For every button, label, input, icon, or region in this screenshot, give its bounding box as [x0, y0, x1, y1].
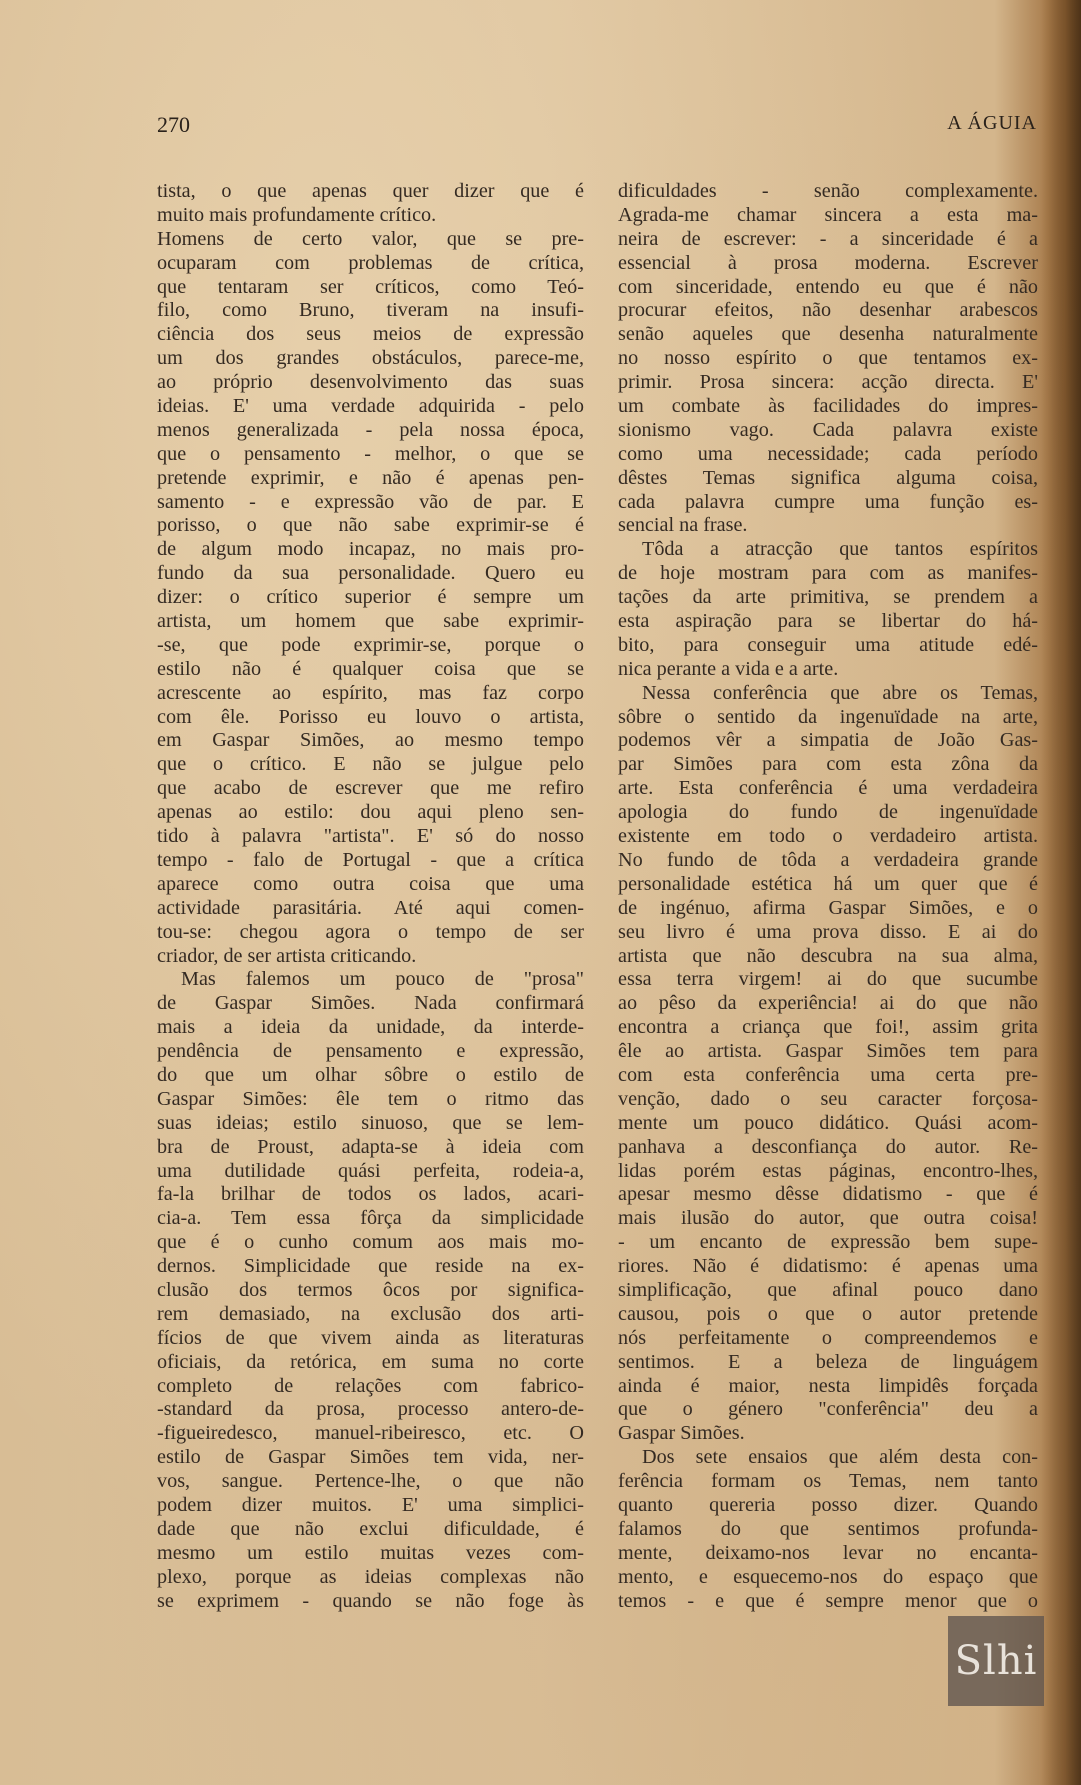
- text-line: personalidade estética há um quer que é: [618, 872, 1038, 895]
- text-line: Dos sete ensaios que além desta con-: [642, 1446, 1038, 1469]
- text-line: ferência formam os Temas, nem tanto: [618, 1470, 1038, 1493]
- text-line: apenas ao estilo: dou aqui pleno sen-: [157, 801, 584, 824]
- text-line: existente em todo o verdadeiro artista.: [618, 825, 1038, 848]
- text-line: cia-a. Tem essa fôrça da simplicidade: [157, 1207, 584, 1230]
- text-line: temos - e que é sempre menor que o: [618, 1589, 1038, 1612]
- text-line: ao pêso da experiência! ai do que não: [618, 992, 1038, 1015]
- text-line: arte. Esta conferência é uma verdadeira: [618, 777, 1038, 800]
- text-line: êle ao artista. Gaspar Simões tem para: [618, 1040, 1038, 1063]
- text-line: actividade parasitária. Até aqui comen-: [157, 896, 584, 919]
- text-line: como uma necessidade; cada período: [618, 442, 1038, 465]
- text-line: -figueiredesco, manuel-ribeiresco, etc. O: [157, 1422, 584, 1445]
- text-line: senão aqueles que desenha naturalmente: [618, 323, 1038, 346]
- watermark-text: Slhi: [954, 1638, 1038, 1684]
- text-line: tações da arte primitiva, se prendem a: [618, 586, 1038, 609]
- text-line: fícios de que vivem ainda as literaturas: [157, 1326, 584, 1349]
- text-line: mento, e esquecemo-nos do espaço que: [618, 1565, 1038, 1588]
- page-edge-shadow: [1041, 0, 1081, 1785]
- text-line: dernos. Simplicidade que reside na ex-: [157, 1255, 584, 1278]
- text-line: simplificação, que afinal pouco dano: [618, 1278, 1038, 1301]
- text-line: causou, pois o que o autor pretende: [618, 1302, 1038, 1325]
- text-line: dizer: o crítico superior é sempre um: [157, 586, 584, 609]
- text-line: com êle. Porisso eu louvo o artista,: [157, 705, 584, 728]
- text-line: nós perfeitamente o compreendemos e: [618, 1326, 1038, 1349]
- text-line: que tentaram ser críticos, como Teó-: [157, 275, 584, 298]
- text-line: suas ideias; estilo sinuoso, que se lem-: [157, 1111, 584, 1134]
- text-line: venção, dado o seu caracter forçosa-: [618, 1087, 1038, 1110]
- text-line: uma dutilidade quási perfeita, rodeia-a,: [157, 1159, 584, 1182]
- text-line: acrescente ao espírito, mas faz corpo: [157, 681, 584, 704]
- text-line: Tôda a atracção que tantos espíritos: [642, 538, 1038, 561]
- text-line: que o pensamento - melhor, o que se: [157, 442, 584, 465]
- text-line: artista, um homem que sabe exprimir-: [157, 610, 584, 633]
- text-line: pendência de pensamento e expressão,: [157, 1040, 584, 1063]
- text-line: estilo de Gaspar Simões tem vida, ner-: [157, 1446, 584, 1469]
- text-line: Gaspar Simões.: [618, 1422, 745, 1445]
- text-line: par Simões para com esta zôna da: [618, 753, 1038, 776]
- right-text-column: [618, 180, 1038, 1613]
- text-line: lidas porém estas páginas, encontro-lhes,: [618, 1159, 1038, 1182]
- running-head: A ÁGUIA: [947, 112, 1037, 134]
- text-line: clusão dos termos ôcos por significa-: [157, 1278, 584, 1301]
- text-line: bra de Proust, adapta-se à ideia com: [157, 1135, 584, 1158]
- text-line: menos generalizada - pela nossa época,: [157, 418, 584, 441]
- text-line: em Gaspar Simões, ao mesmo tempo: [157, 729, 584, 752]
- text-line: nica perante a vida e a arte.: [618, 657, 839, 680]
- text-line: dificuldades - senão complexamente.: [618, 180, 1038, 202]
- text-line: Homens de certo valor, que se pre-: [157, 227, 584, 250]
- text-line: sencial na frase.: [618, 514, 748, 537]
- text-line: vos, sangue. Pertence-lhe, o que não: [157, 1470, 584, 1493]
- text-line: que o género "conferência" deu a: [618, 1398, 1038, 1421]
- text-line: Mas falemos um pouco de "prosa": [181, 968, 584, 991]
- text-line: fundo da sua personalidade. Quero eu: [157, 562, 584, 585]
- text-line: mente, deixamo-nos levar no encanta-: [618, 1541, 1038, 1564]
- text-line: falamos do que sentimos profunda-: [618, 1517, 1038, 1540]
- text-line: sionismo vago. Cada palavra existe: [618, 418, 1038, 441]
- text-line: ainda é maior, nesta limpidês forçada: [618, 1374, 1038, 1397]
- text-line: ao próprio desenvolvimento das suas: [157, 371, 584, 394]
- text-line: rem demasiado, na exclusão dos arti-: [157, 1302, 584, 1325]
- text-line: ciência dos seus meios de expressão: [157, 323, 584, 346]
- text-line: Agrada-me chamar sincera a esta ma-: [618, 203, 1038, 226]
- text-line: ocuparam com problemas de crítica,: [157, 251, 584, 274]
- text-line: samento - e expressão vão de par. E: [157, 490, 584, 513]
- text-line: seu livro é uma prova disso. E ai do: [618, 920, 1038, 943]
- text-line: podem dizer muitos. E' uma simplici-: [157, 1493, 584, 1516]
- text-line: dêstes Temas significa alguma coisa,: [618, 466, 1038, 489]
- text-line: Nessa conferência que abre os Temas,: [642, 681, 1038, 704]
- page-number: 270: [157, 112, 190, 137]
- text-line: criador, de ser artista criticando.: [157, 944, 417, 967]
- text-line: plexo, porque as ideias complexas não: [157, 1565, 584, 1588]
- text-line: mais a ideia da unidade, da interde-: [157, 1016, 584, 1039]
- text-line: um combate às facilidades do impres-: [618, 395, 1038, 418]
- text-line: procurar efeitos, não desenhar arabescos: [618, 299, 1038, 322]
- text-line: sôbre o sentido da ingenuïdade na arte,: [618, 705, 1038, 728]
- text-line: tou-se: chegou agora o tempo de ser: [157, 920, 584, 943]
- text-line: panhava a desconfiança do autor. Re-: [618, 1135, 1038, 1158]
- text-line: tista, o que apenas quer dizer que é: [157, 180, 584, 202]
- text-line: com esta conferência uma certa pre-: [618, 1063, 1038, 1086]
- text-line: mesmo um estilo muitas vezes com-: [157, 1541, 584, 1564]
- text-line: oficiais, da retórica, em suma no corte: [157, 1350, 584, 1373]
- text-line: riores. Não é didatismo: é apenas uma: [618, 1255, 1038, 1278]
- text-line: com sinceridade, entendo eu que é não: [618, 275, 1038, 298]
- text-line: fa-la brilhar de todos os lados, acari-: [157, 1183, 584, 1206]
- text-line: podemos vêr a simpatia de João Gas-: [618, 729, 1038, 752]
- text-line: de Gaspar Simões. Nada confirmará: [157, 992, 584, 1015]
- text-line: primir. Prosa sincera: acção directa. E': [618, 371, 1038, 394]
- text-line: cada palavra cumpre uma função es-: [618, 490, 1038, 513]
- text-line: artista que não descubra na sua alma,: [618, 944, 1038, 967]
- text-line: completo de relações com fabrico-: [157, 1374, 584, 1397]
- text-line: tempo - falo de Portugal - que a crítica: [157, 848, 584, 871]
- text-line: Gaspar Simões: êle tem o ritmo das: [157, 1087, 584, 1110]
- text-line: que é o cunho comum aos mais mo-: [157, 1231, 584, 1254]
- text-line: apesar mesmo dêsse didatismo - que é: [618, 1183, 1038, 1206]
- text-line: de algum modo incapaz, no mais pro-: [157, 538, 584, 561]
- text-line: no nosso espírito o que tentamos ex-: [618, 347, 1038, 370]
- text-line: dade que não exclui dificuldade, é: [157, 1517, 584, 1540]
- page-header: [157, 112, 1037, 142]
- text-line: esta aspiração para se libertar do há-: [618, 610, 1038, 633]
- text-line: se exprimem - quando se não foge às: [157, 1589, 584, 1612]
- library-watermark-logo: [948, 1616, 1044, 1706]
- text-line: mais ilusão do autor, que outra coisa!: [618, 1207, 1038, 1230]
- text-line: estilo não é qualquer coisa que se: [157, 657, 584, 680]
- text-line: do que um olhar sôbre o estilo de: [157, 1063, 584, 1086]
- text-line: que o crítico. E não se julgue pelo: [157, 753, 584, 776]
- text-line: um dos grandes obstáculos, parece-me,: [157, 347, 584, 370]
- text-line: -se, que pode exprimir-se, porque o: [157, 633, 584, 656]
- text-line: que acabo de escrever que me refiro: [157, 777, 584, 800]
- text-line: de ingénuo, afirma Gaspar Simões, e o: [618, 896, 1038, 919]
- text-line: muito mais profundamente crítico.: [157, 203, 437, 226]
- text-line: mente um pouco didático. Quási acom-: [618, 1111, 1038, 1134]
- text-line: essencial à prosa moderna. Escrever: [618, 251, 1038, 274]
- text-line: ideias. E' uma verdade adquirida - pelo: [157, 395, 584, 418]
- text-line: neira de escrever: - a sinceridade é a: [618, 227, 1038, 250]
- text-line: de hoje mostram para com as manifes-: [618, 562, 1038, 585]
- text-line: - um encanto de expressão bem supe-: [618, 1231, 1038, 1254]
- text-line: essa terra virgem! ai do que sucumbe: [618, 968, 1038, 991]
- left-text-column: [157, 180, 584, 1613]
- text-line: apologia do fundo de ingenuïdade: [618, 801, 1038, 824]
- text-line: sentimos. E a beleza de linguágem: [618, 1350, 1038, 1373]
- text-line: quanto quereria posso dizer. Quando: [618, 1493, 1038, 1516]
- text-line: aparece como outra coisa que uma: [157, 872, 584, 895]
- text-line: tido à palavra "artista". E' só do nosso: [157, 825, 584, 848]
- text-line: pretende exprimir, e não é apenas pen-: [157, 466, 584, 489]
- text-line: encontra a criança que foi!, assim grita: [618, 1016, 1038, 1039]
- text-line: porisso, o que não sabe exprimir-se é: [157, 514, 584, 537]
- text-line: bito, para conseguir uma atitude edé-: [618, 633, 1038, 656]
- text-line: No fundo de tôda a verdadeira grande: [618, 848, 1038, 871]
- text-line: filo, como Bruno, tiveram na insufi-: [157, 299, 584, 322]
- text-line: -standard da prosa, processo antero-de-: [157, 1398, 584, 1421]
